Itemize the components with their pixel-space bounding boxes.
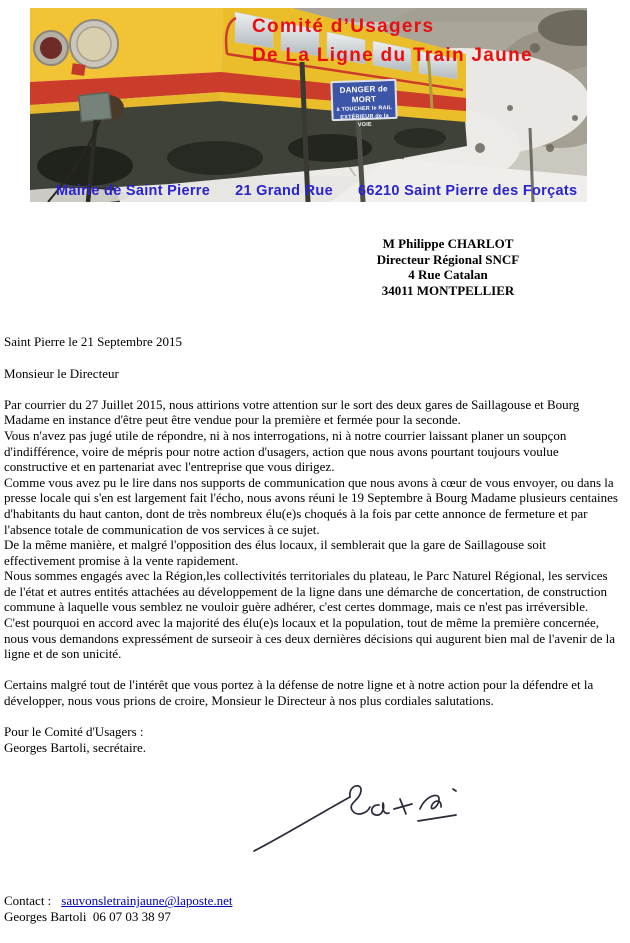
paragraph: Comme vous avez pu le lire dans nos supports de communication que nous avons à cœur de vous envoyer, ou dans la presse locale qui s'en est largement fait l'écho, nous avons réuni le 19 Septembre à Bourg Madame plusieurs centaines d'habitants du haut canton, dont de très nombreux élu(e)s choqués à la fois par cette annonce de fermeture et par l'absence totale de communication de vos services à ce sujet. [4,474,618,537]
danger-sign-line1: DANGER de MORT [339,84,388,105]
header-banner [30,8,587,202]
paragraph: C'est pourquoi en accord avec la majorité des élu(e)s locaux et la population, tout de même la première concernée, nous vous demandons expressément de surseoir à ces deux dernières décisions qui augurent bien mal de l'avenir de la ligne et de son unicité. [4,615,615,662]
email-link[interactable]: sauvonsletrainjaune@laposte.net [61,893,233,909]
signature-area [4,781,620,893]
paragraph: Nous sommes engagés avec la Région,les collectivités territoriales du plateau, le Parc Naturel Régional, les services de l'état et autres entités attachées au développement de la ligne dans une démarche de concertation, de construction commune à laquelle vous semblez ne vouloir guère adhérer, c'est certes dommage, mais ce n'est pas irréversible. [4,568,608,615]
committee-address [56,183,577,199]
committee-address-part1: Mairie de Saint Pierre [56,183,211,199]
signature-image [248,781,478,866]
committee-address-part3: 66210 Saint Pierre des Forçats [357,183,578,199]
dateline: Saint Pierre le 21 Septembre 2015 [4,334,182,350]
recipient-title: Directeur Régional SNCF [376,251,520,267]
contact-label: Contact : [4,893,52,909]
recipient-street: 4 Rue Catalan [408,267,488,283]
committee-title [252,12,533,70]
salutation: Monsieur le Directeur [4,365,119,381]
phone-line: Georges Bartoli 06 07 03 38 97 [4,909,171,924]
contact-line [4,893,620,909]
signatory-line: Georges Bartoli, secrétaire. [4,739,146,755]
committee-address-part2: 21 Grand Rue [235,183,333,199]
recipient-block [292,236,604,298]
paragraph: De la même manière, et malgré l'opposition des élus locaux, il semblerait que la gare de Saillagouse soit effectivement promise à la vente rapidement. [4,537,547,568]
danger-sign-line2: à TOUCHER le RAIL [336,105,393,113]
danger-sign-line3: EXTÉRIEUR de la VOIE [340,113,389,129]
letter-document [0,236,630,925]
paragraph: Certains malgré tout de l'intérêt que vous portez à la défense de notre ligne et à notre action pour la défendre et la développer, nous vous prions de croire, Monsieur le Directeur à nos plus cordiales salutations. [4,677,594,709]
danger-sign [330,79,397,129]
paragraph: Par courrier du 27 Juillet 2015, nous attirions votre attention sur le sort des deux gares de Saillagouse et Bourg Madame en instance d'être peut être vendue pour la première et fermée pour la seconde. [4,396,580,428]
recipient-name: M Philippe CHARLOT [382,236,514,251]
committee-title-line1: Comité d’Usagers [252,16,435,37]
closing-line: Pour le Comité d'Usagers : [4,724,144,740]
recipient-city: 34011 MONTPELLIER [381,282,515,298]
committee-title-line2: De La Ligne du Train Jaune [252,45,533,66]
paragraph: Vous n'avez pas jugé utile de répondre, ni à nos interrogations, ni à notre courrier laissant planer un soupçon d'indifférence, voire de mépris pour notre action d'usagers, action que nous avons pourtant toujours voulue constructive et en partenariat avec l'entreprise que vous dirigez. [4,427,567,475]
